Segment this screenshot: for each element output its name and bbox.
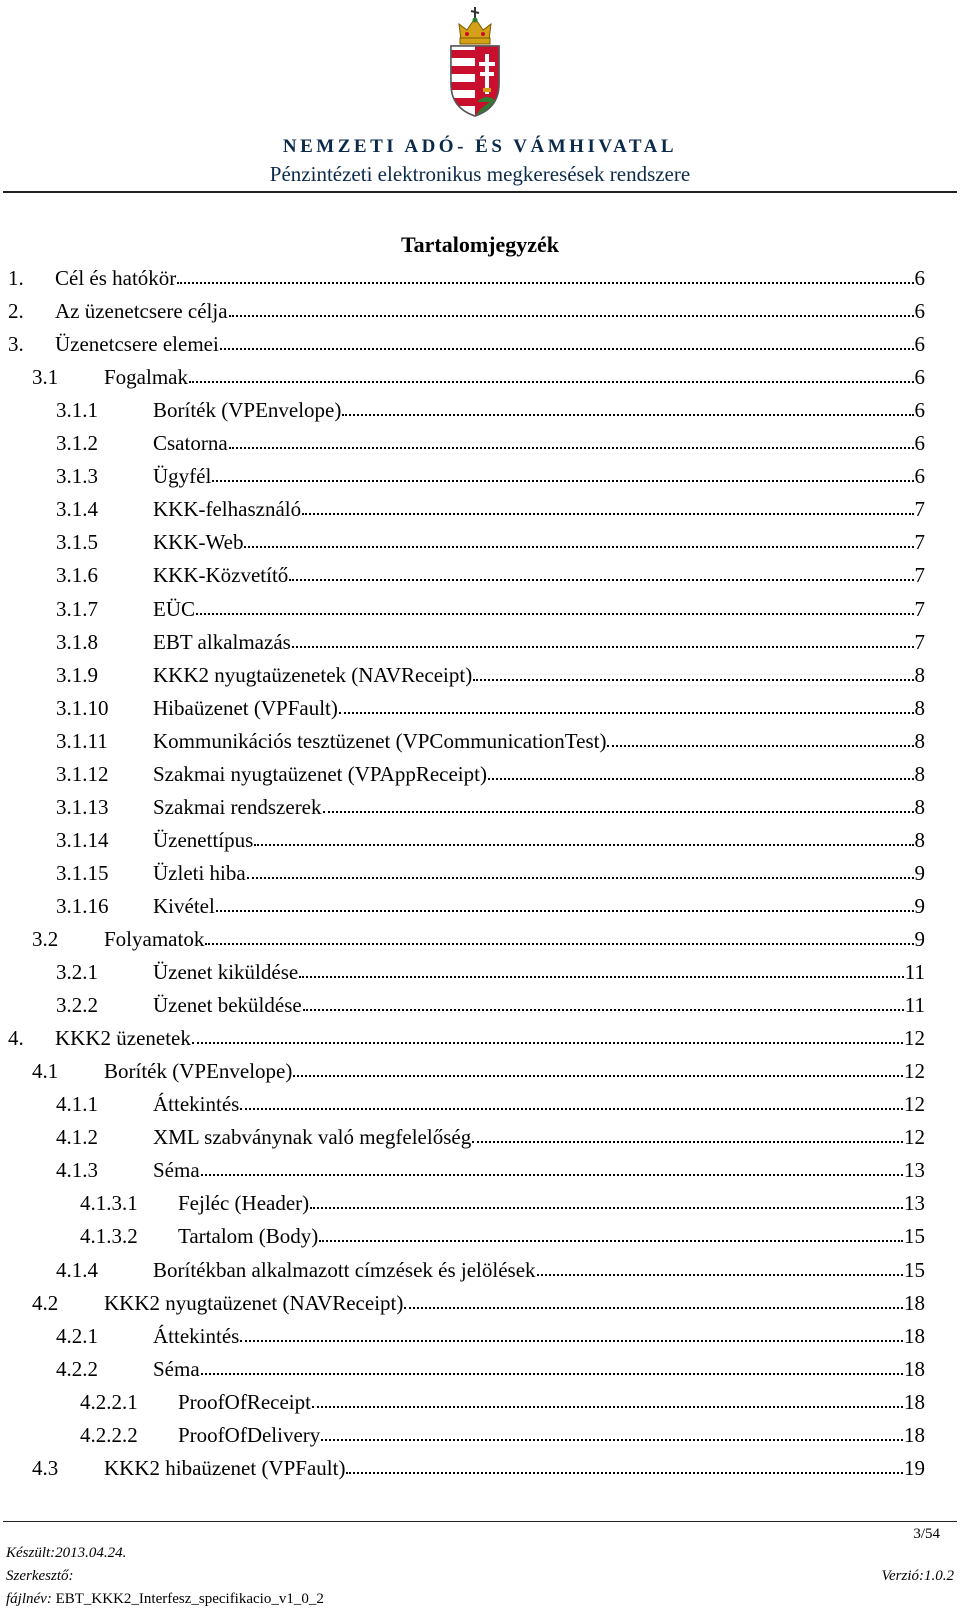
toc-entry[interactable] — [56, 1088, 925, 1121]
toc-entry-title: KKK2 nyugtaüzenetek (NAVReceipt) — [153, 662, 473, 687]
toc-dot-leader — [303, 989, 904, 1011]
toc-dot-leader — [302, 493, 913, 515]
toc-entry-title: ProofOfReceipt — [178, 1389, 311, 1414]
toc-entry-page: 11 — [904, 993, 925, 1018]
toc-entry[interactable] — [56, 956, 925, 989]
toc-entry-page: 7 — [914, 629, 925, 654]
toc-dot-leader — [254, 824, 913, 846]
toc-entry-number: 3.2.1 — [56, 960, 98, 985]
toc-dot-leader — [537, 1254, 903, 1276]
toc-entry-page: 9 — [914, 893, 925, 918]
toc-entry-page: 6 — [914, 464, 925, 489]
toc-entry-page: 13 — [904, 1191, 925, 1216]
toc-entry-page: 12 — [904, 1059, 925, 1084]
toc-entry-title: KKK-felhasználó — [153, 497, 302, 522]
toc-dot-leader — [472, 1121, 903, 1143]
toc-dot-leader — [488, 758, 914, 780]
toc-entry-page: 18 — [904, 1389, 925, 1414]
toc-entry-page: 7 — [914, 497, 925, 522]
toc-entry[interactable] — [56, 1254, 925, 1287]
toc-entry-page: 15 — [904, 1257, 925, 1282]
toc-entry-title: Üzleti hiba — [153, 860, 246, 885]
toc-entry-title: KKK2 nyugtaüzenet (NAVReceipt) — [104, 1290, 404, 1315]
toc-entry-number: 3.1.10 — [56, 695, 109, 720]
toc-entry[interactable] — [56, 526, 925, 559]
toc-dot-leader — [240, 1088, 903, 1110]
toc-entry-title: Boríték (VPEnvelope) — [104, 1059, 293, 1084]
toc-entry[interactable] — [56, 824, 925, 857]
toc-entry-number: 4.1.4 — [56, 1257, 98, 1282]
toc-entry[interactable] — [32, 1287, 925, 1320]
toc-entry-title: Borítékban alkalmazott címzések és jelölések — [153, 1257, 536, 1282]
toc-entry[interactable] — [8, 262, 925, 295]
created-date: Készült:2013.04.24. — [6, 1545, 127, 1561]
toc-entry-title: Szakmai nyugtaüzenet (VPAppReceipt) — [153, 761, 487, 786]
toc-dot-leader — [323, 791, 914, 813]
toc-entry-title: Tartalom (Body) — [178, 1224, 319, 1249]
toc-entry-page: 6 — [914, 332, 925, 357]
toc-entry[interactable] — [56, 725, 925, 758]
toc-entry-title: Üzenet beküldése — [153, 993, 302, 1018]
filename-line — [6, 1591, 324, 1608]
toc-entry-title: Cél és hatókör — [55, 266, 177, 290]
toc-entry[interactable] — [8, 295, 925, 328]
toc-entry[interactable] — [56, 427, 925, 460]
toc-entry[interactable] — [56, 758, 925, 791]
toc-dot-leader — [212, 460, 913, 482]
toc-entry-title: Üzenetcsere elemei — [55, 332, 219, 357]
toc-entry-page: 9 — [914, 860, 925, 885]
toc-dot-leader — [189, 361, 914, 383]
page-number: 3/54 — [913, 1526, 940, 1542]
toc-entry-title: Áttekintés — [153, 1323, 240, 1348]
toc-dot-leader — [339, 692, 914, 714]
toc-entry-page: 8 — [914, 827, 925, 852]
toc-entry[interactable] — [56, 1121, 925, 1154]
toc-entry-title: Üzenet kiküldése — [153, 960, 299, 985]
toc-entry-number: 4.2.2 — [56, 1356, 98, 1381]
toc-dot-leader — [319, 1220, 903, 1242]
toc-dot-leader — [220, 328, 914, 350]
toc-entry-page: 12 — [904, 1125, 925, 1150]
toc-dot-leader — [201, 1154, 903, 1176]
toc-title: Tartalomjegyzék — [400, 232, 560, 257]
toc-entry-number: 3. — [8, 332, 24, 357]
toc-entry[interactable] — [56, 626, 925, 659]
toc-entry-title: XML szabványnak való megfelelőség — [153, 1125, 472, 1150]
toc-entry-number: 4.1 — [32, 1059, 59, 1084]
header-divider — [3, 191, 957, 193]
toc-entry-page: 8 — [914, 794, 925, 819]
toc-entry-number: 3.1.3 — [56, 464, 98, 489]
toc-dot-leader — [205, 923, 913, 945]
toc-entry[interactable] — [56, 791, 925, 824]
toc-entry-page: 7 — [914, 596, 925, 621]
toc-entry[interactable] — [56, 593, 925, 626]
toc-entry-number: 3.1.4 — [56, 497, 98, 522]
toc-entry-page: 8 — [914, 695, 925, 720]
toc-entry[interactable] — [56, 1154, 925, 1187]
toc-entry-title: Áttekintés — [153, 1092, 240, 1117]
toc-entry[interactable] — [56, 1353, 925, 1386]
toc-entry-title: KKK2 hibaüzenet (VPFault) — [104, 1455, 346, 1480]
toc-dot-leader — [299, 956, 904, 978]
toc-entry[interactable] — [80, 1419, 925, 1452]
toc-entry[interactable] — [8, 328, 925, 361]
toc-entry-number: 3.2.2 — [56, 993, 98, 1018]
national-crest-logo — [447, 4, 503, 118]
toc-dot-leader — [321, 1419, 903, 1441]
toc-entry-title: Fejléc (Header) — [178, 1191, 310, 1216]
toc-entry-page: 13 — [904, 1158, 925, 1183]
footer-divider — [3, 1521, 957, 1522]
toc-entry-page: 7 — [914, 530, 925, 555]
toc-entry-page: 18 — [904, 1356, 925, 1381]
toc-entry-title: KKK-Közvetítő — [153, 563, 289, 588]
toc-entry[interactable] — [56, 857, 925, 890]
toc-entry[interactable] — [56, 890, 925, 923]
toc-entry-page: 18 — [904, 1290, 925, 1315]
toc-entry-page: 12 — [904, 1026, 925, 1051]
toc-entry-title: Kommunikációs tesztüzenet (VPCommunicationTest) — [153, 728, 607, 753]
toc-entry-title: Kivétel — [153, 893, 215, 918]
toc-entry-number: 3.1.6 — [56, 563, 98, 588]
toc-entry-page: 18 — [904, 1422, 925, 1447]
toc-entry-number: 3.1.5 — [56, 530, 98, 555]
toc-entry-title: EBT alkalmazás — [153, 629, 291, 654]
toc-dot-leader — [310, 1187, 903, 1209]
toc-entry-number: 4.2.2.1 — [80, 1389, 138, 1414]
toc-dot-leader — [292, 626, 914, 648]
toc-dot-leader — [192, 1022, 903, 1044]
toc-entry-number: 3.2 — [32, 927, 59, 951]
toc-entry-number: 1. — [8, 266, 24, 290]
toc-entry-page: 9 — [914, 927, 925, 951]
toc-entry-number: 4.2.1 — [56, 1323, 98, 1348]
toc-entry-page: 8 — [914, 728, 925, 753]
toc-entry-number: 3.1.12 — [56, 761, 109, 786]
toc-entry-title: Fogalmak — [104, 365, 188, 390]
toc-entry[interactable] — [56, 659, 925, 692]
toc-entry-title: Folyamatok — [104, 927, 205, 951]
toc-dot-leader — [342, 394, 913, 416]
toc-entry-title: ProofOfDelivery — [178, 1422, 321, 1447]
toc-entry-number: 3.1.8 — [56, 629, 98, 654]
toc-entry[interactable] — [80, 1220, 925, 1253]
toc-entry-title: Az üzenetcsere célja — [55, 299, 228, 324]
toc-entry-page: 6 — [914, 431, 925, 456]
filename-label: fájlnév: — [6, 1591, 52, 1607]
toc-entry[interactable] — [56, 460, 925, 493]
toc-entry-number: 3.1.16 — [56, 893, 109, 918]
toc-entry-number: 3.1.14 — [56, 827, 109, 852]
toc-entry-title: KKK-Web — [153, 530, 244, 555]
toc-entry-title: EÜC — [153, 596, 195, 621]
toc-entry-number: 4.1.3.2 — [80, 1224, 138, 1249]
toc-entry[interactable] — [56, 493, 925, 526]
crown-icon — [459, 7, 491, 44]
toc-dot-leader — [229, 427, 914, 449]
toc-entry-page: 6 — [914, 398, 925, 423]
toc-dot-leader — [196, 593, 914, 615]
toc-entry-number: 3.1.9 — [56, 662, 98, 687]
toc-dot-leader — [607, 725, 913, 747]
toc-entry-number: 3.1.15 — [56, 860, 109, 885]
toc-entry-page: 18 — [904, 1323, 925, 1348]
toc-entry-title: Séma — [153, 1158, 200, 1183]
toc-entry[interactable] — [80, 1386, 925, 1419]
toc-entry-page: 8 — [914, 761, 925, 786]
toc-dot-leader — [293, 1055, 903, 1077]
toc-entry-number: 4.1.3 — [56, 1158, 98, 1183]
toc-dot-leader — [247, 857, 914, 879]
toc-entry-number: 3.1 — [32, 365, 59, 390]
shield-icon — [451, 46, 499, 118]
toc-entry-title: KKK2 üzenetek — [55, 1026, 191, 1051]
toc-entry-number: 3.1.7 — [56, 596, 98, 621]
toc-entry-number: 4.1.1 — [56, 1092, 98, 1117]
toc-dot-leader — [201, 1353, 903, 1375]
organization-name: NEMZETI ADÓ- ÉS VÁMHIVATAL — [282, 136, 678, 157]
toc-entry-page: 19 — [904, 1455, 925, 1480]
toc-dot-leader — [312, 1386, 903, 1408]
editor-label: Szerkesztő: — [6, 1568, 74, 1584]
toc-entry-number: 4.1.3.1 — [80, 1191, 138, 1216]
toc-entry-number: 3.1.13 — [56, 794, 109, 819]
toc-entry-page: 8 — [914, 662, 925, 687]
toc-entry-page: 6 — [914, 266, 925, 290]
toc-entry[interactable] — [32, 361, 925, 394]
toc-entry-number: 2. — [8, 299, 24, 324]
toc-entry[interactable] — [56, 692, 925, 725]
toc-entry-title: Ügyfél — [153, 464, 212, 489]
toc-entry-number: 4.2.2.2 — [80, 1422, 138, 1447]
toc-entry-title: Csatorna — [153, 431, 228, 456]
toc-entry-number: 4. — [8, 1026, 24, 1051]
toc-entry[interactable] — [32, 1055, 925, 1088]
filename-value: EBT_KKK2_Interfesz_specifikacio_v1_0_2 — [55, 1591, 324, 1607]
toc-entry-number: 4.2 — [32, 1290, 59, 1315]
toc-entry[interactable] — [56, 394, 925, 427]
toc-entry-page: 6 — [914, 299, 925, 324]
toc-entry[interactable] — [32, 923, 925, 956]
toc-dot-leader — [473, 659, 913, 681]
toc-entry[interactable] — [8, 1022, 925, 1055]
toc-entry[interactable] — [56, 989, 925, 1022]
toc-entry-title: Üzenettípus — [153, 827, 254, 852]
toc-entry-number: 4.1.2 — [56, 1125, 98, 1150]
toc-entry-page: 11 — [904, 960, 925, 985]
toc-entry[interactable] — [32, 1452, 925, 1485]
toc-entry[interactable] — [56, 1320, 925, 1353]
toc-entry-title: Hibaüzenet (VPFault) — [153, 695, 338, 720]
toc-entry[interactable] — [80, 1187, 925, 1220]
toc-dot-leader — [240, 1320, 903, 1342]
toc-dot-leader — [177, 262, 913, 284]
toc-entry-number: 4.3 — [32, 1455, 59, 1480]
toc-entry-page: 6 — [914, 365, 925, 390]
toc-entry-page: 12 — [904, 1092, 925, 1117]
toc-entry-title: Szakmai rendszerek — [153, 794, 322, 819]
toc-entry-number: 3.1.11 — [56, 728, 108, 753]
toc-entry-page: 7 — [914, 563, 925, 588]
toc-dot-leader — [346, 1452, 903, 1474]
toc-dot-leader — [244, 526, 913, 548]
version-label: Verzió:1.0.2 — [881, 1568, 954, 1584]
toc-dot-leader — [289, 559, 913, 581]
toc-dot-leader — [404, 1287, 903, 1309]
toc-dot-leader — [216, 890, 914, 912]
toc-entry-title: Boríték (VPEnvelope) — [153, 398, 342, 423]
toc-entry[interactable] — [56, 559, 925, 592]
toc-dot-leader — [229, 295, 914, 317]
toc-entry-number: 3.1.2 — [56, 431, 98, 456]
toc-entry-number: 3.1.1 — [56, 398, 98, 423]
toc-entry-page: 15 — [904, 1224, 925, 1249]
toc-entry-title: Séma — [153, 1356, 200, 1381]
system-subtitle: Pénzintézeti elektronikus megkeresések rendszere — [269, 162, 691, 186]
